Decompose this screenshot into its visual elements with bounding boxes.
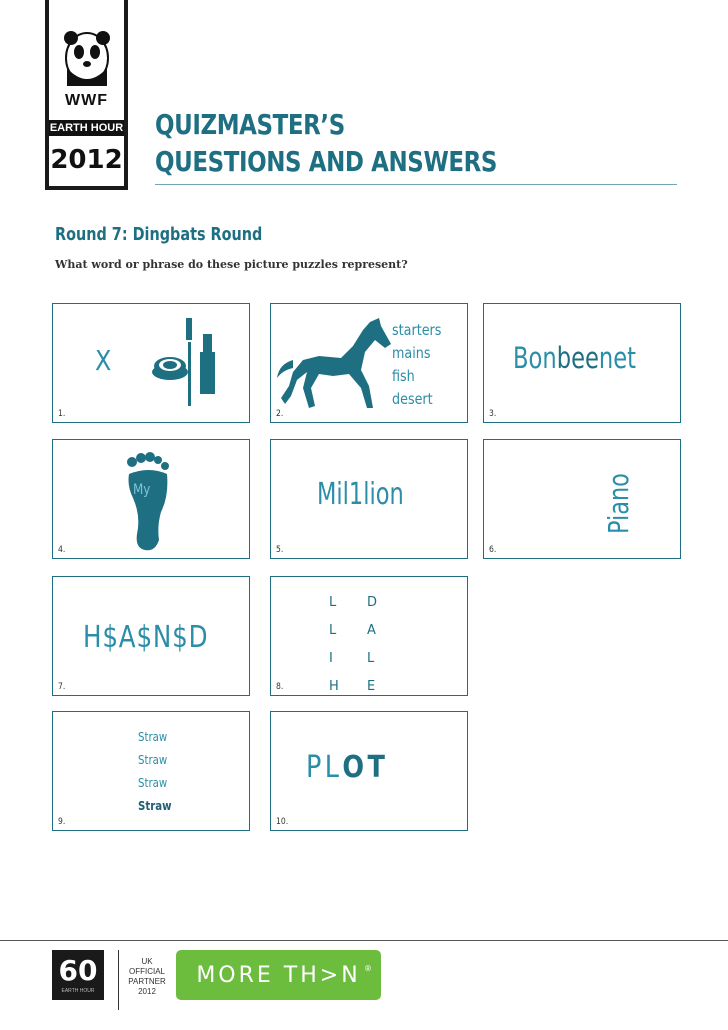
- puzzle-8-letter: H: [329, 679, 339, 694]
- puzzle-8-letter: D: [367, 595, 378, 610]
- badge-number: 60: [58, 954, 98, 987]
- puzzle-2-menu: [392, 319, 441, 411]
- puzzle-1-text: X: [95, 344, 112, 377]
- earth-hour-60-logo: [52, 950, 104, 1000]
- puzzle-card-9: [52, 711, 250, 831]
- puzzle-8-col2: [367, 589, 377, 701]
- puzzle-8-letter: I: [329, 651, 333, 666]
- puzzle-card-3: [483, 303, 681, 423]
- puzzle-6-number: 6.: [489, 545, 497, 555]
- puzzle-3-part: Bon: [513, 341, 557, 375]
- logo-earth-hour-text: EARTH HOUR: [49, 122, 124, 134]
- page-title-line1: QUIZMASTER’S: [155, 108, 345, 141]
- puzzle-3-number: 3.: [489, 409, 497, 419]
- logo-year-text: 2012: [50, 145, 123, 175]
- puzzle-10-part: PL: [306, 750, 343, 785]
- puzzle-card-10: [270, 711, 468, 831]
- puzzle-card-2: [270, 303, 468, 423]
- partner-line: 2012: [138, 987, 156, 996]
- puzzle-10-text: [306, 750, 388, 785]
- footer-divider: [0, 940, 728, 941]
- puzzle-card-7: [52, 576, 250, 696]
- puzzle-2-line: starters: [392, 321, 442, 339]
- puzzle-card-6: [483, 439, 681, 559]
- puzzle-8-letter: A: [367, 623, 376, 638]
- puzzle-10-part: OT: [342, 750, 389, 785]
- puzzle-9-line: Straw: [138, 753, 168, 767]
- puzzle-1-number: 1.: [58, 409, 66, 419]
- puzzle-3-part: bee: [556, 341, 599, 375]
- puzzle-8-letter: E: [367, 679, 376, 694]
- horse-icon: [275, 316, 395, 412]
- puzzle-2-number: 2.: [276, 409, 284, 419]
- round-subtitle: What word or phrase do these picture puzzles represent?: [55, 258, 408, 271]
- wwf-earth-hour-logo: [45, 0, 128, 190]
- puzzle-6-text: Piano: [602, 473, 635, 534]
- makeup-icon: [148, 316, 218, 411]
- logo-wwf-text: WWF: [65, 92, 108, 109]
- puzzle-9-line: Straw: [138, 776, 168, 790]
- puzzle-card-8: [270, 576, 468, 696]
- puzzle-4-number: 4.: [58, 545, 66, 555]
- page-title-line2: QUESTIONS AND ANSWERS: [155, 145, 498, 178]
- puzzle-2-line: desert: [392, 390, 433, 408]
- puzzle-9-number: 9.: [58, 817, 66, 827]
- registered-mark: ®: [364, 964, 372, 973]
- puzzle-5-text: Mil1lion: [317, 477, 404, 512]
- puzzle-7-number: 7.: [58, 682, 66, 692]
- partner-line: UK: [141, 957, 153, 966]
- puzzle-5-number: 5.: [276, 545, 284, 555]
- puzzle-3-part: net: [598, 341, 637, 375]
- puzzle-8-number: 8.: [276, 682, 284, 692]
- puzzle-8-letter: L: [367, 651, 375, 666]
- panda-icon: [63, 28, 111, 86]
- title-divider: [155, 184, 677, 185]
- puzzle-8-letter: L: [329, 623, 337, 638]
- puzzle-4-text: My: [133, 482, 151, 498]
- puzzle-8-col1: [329, 589, 339, 701]
- footer-separator: [118, 950, 119, 1010]
- badge-label: EARTH HOUR: [61, 988, 95, 994]
- puzzle-2-line: fish: [392, 367, 415, 385]
- puzzle-9-line: Straw: [138, 730, 168, 744]
- partner-line: PARTNER: [128, 977, 166, 986]
- foot-icon: [125, 452, 171, 552]
- puzzle-card-1: [52, 303, 250, 423]
- puzzle-8-letter: L: [329, 595, 337, 610]
- round-title: Round 7: Dingbats Round: [55, 224, 263, 245]
- puzzle-2-line: mains: [392, 344, 431, 362]
- puzzle-card-5: [270, 439, 468, 559]
- puzzle-9-straws: [138, 726, 172, 818]
- official-partner-text: [126, 957, 168, 997]
- puzzle-7-text: H$A$N$D: [83, 620, 209, 655]
- puzzle-10-number: 10.: [276, 817, 289, 827]
- sponsor-name: MORE TH>N: [196, 963, 361, 988]
- puzzle-9-line: Straw: [138, 799, 172, 813]
- more-than-sponsor-logo: [176, 950, 381, 1000]
- partner-line: OFFICIAL: [128, 967, 165, 976]
- puzzle-3-text: [513, 341, 636, 375]
- puzzle-card-4: [52, 439, 250, 559]
